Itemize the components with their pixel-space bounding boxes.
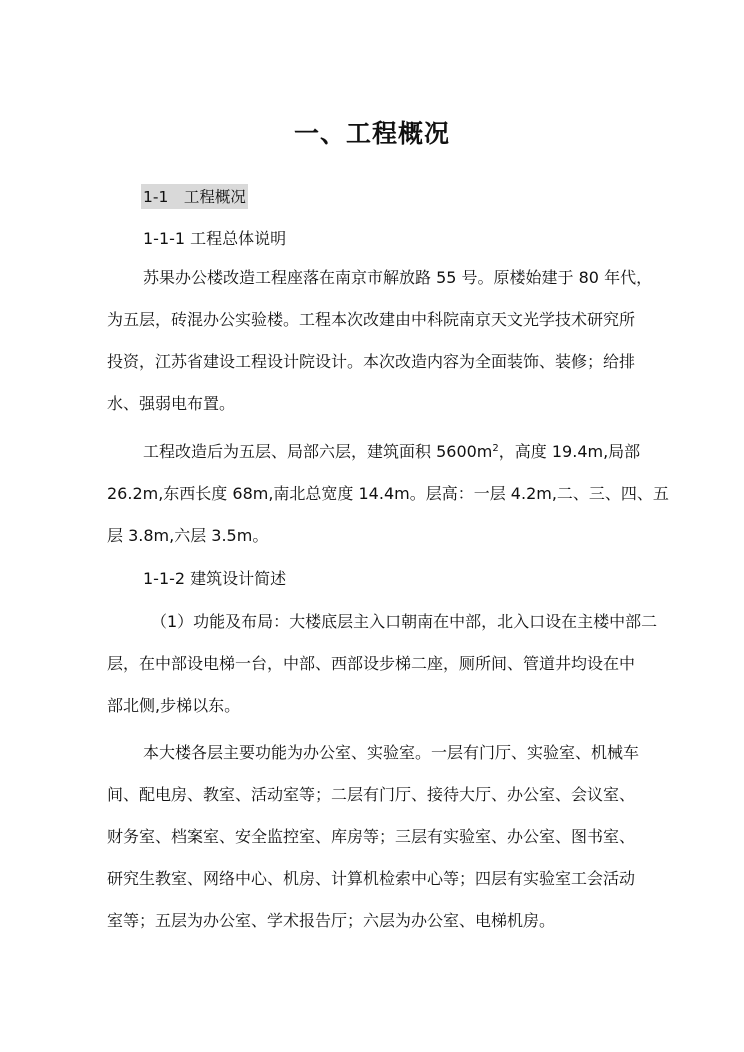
paragraph-3-line: 部北侧,步梯以东。 — [107, 696, 241, 715]
paragraph-3-line: （1）功能及布局：大楼底层主入口朝南在中部，北入口设在主楼中部二 — [151, 612, 658, 631]
paragraph-1-line: 水、强弱电布置。 — [107, 394, 236, 413]
paragraph-4-line: 本大楼各层主要功能为办公室、实验室。一层有门厅、实验室、机械车 — [143, 743, 640, 762]
paragraph-2-line: 26.2m,东西长度 68m,南北总宽度 14.4m。层高：一层 4.2m,二、三、四、五 — [107, 484, 669, 503]
paragraph-3-line: 层，在中部设电梯一台，中部、西部设步梯二座，厕所间、管道井均设在中 — [107, 654, 636, 673]
paragraph-1-line: 投资，江苏省建设工程设计院设计。本次改造内容为全面装饰、装修；给排 — [107, 352, 636, 371]
area-text: 工程改造后为五层、局部六层，建筑面积 5600m — [143, 442, 493, 461]
paragraph-4-line: 间、配电房、教室、活动室等；二层有门厅、接待大厅、办公室、会议室、 — [107, 785, 636, 804]
paragraph-1-line: 苏果办公楼改造工程座落在南京市解放路 55 号。原楼始建于 80 年代， — [143, 268, 653, 287]
document-title: 一、工程概况 — [293, 119, 450, 148]
paragraph-2-line — [143, 439, 640, 462]
section-heading: 1-1 工程概况 — [141, 184, 248, 209]
paragraph-1-line: 为五层，砖混办公实验楼。工程本次改建由中科院南京天文光学技术研究所 — [107, 310, 636, 329]
paragraph-2-line: 层 3.8m,六层 3.5m。 — [107, 526, 269, 545]
subsection-heading-2: 1-1-2 建筑设计简述 — [143, 569, 287, 588]
paragraph-4-line: 研究生教室、网络中心、机房、计算机检索中心等；四层有实验室工会活动 — [107, 869, 636, 888]
paragraph-4-line: 财务室、档案室、安全监控室、库房等；三层有实验室、办公室、图书室、 — [107, 827, 636, 846]
paragraph-4-line: 室等；五层为办公室、学术报告厅；六层为办公室、电梯机房。 — [107, 911, 556, 930]
subsection-heading-1: 1-1-1 工程总体说明 — [143, 229, 287, 248]
superscript-2: 2 — [492, 443, 499, 454]
height-text: ，高度 19.4m,局部 — [498, 442, 641, 461]
